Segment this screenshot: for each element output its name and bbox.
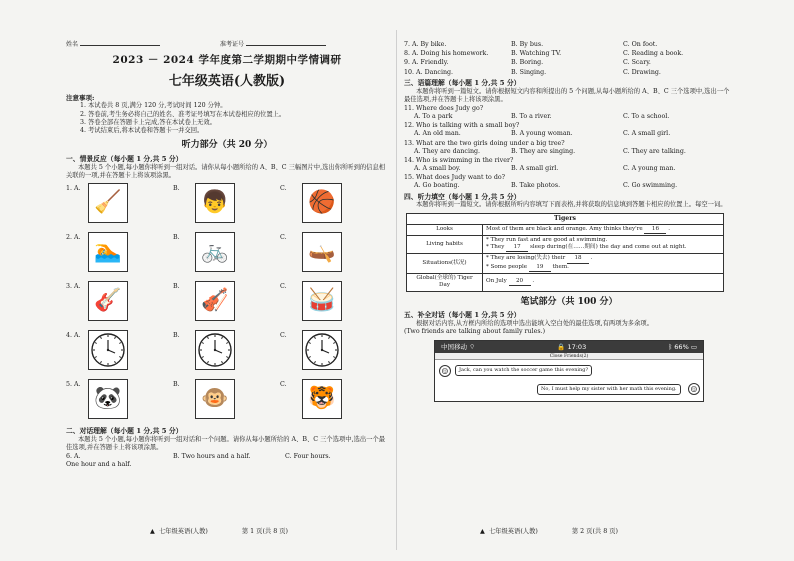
option-c: C. Drawing.: [623, 68, 661, 76]
option-label: B.: [173, 282, 180, 290]
phone-chat-screenshot: [434, 340, 704, 402]
option-b: B. Boring.: [511, 59, 544, 67]
option-label: 1. A.: [66, 184, 81, 192]
clock-label: 🔒 17:03: [557, 343, 587, 352]
option-label: C.: [280, 184, 287, 192]
picture-question-row: [66, 281, 388, 327]
illustration-icon: 👦: [195, 183, 235, 223]
battery-label: ᛒ 66% ▭: [668, 343, 697, 352]
picture-option: [173, 379, 280, 419]
option-a: A. Go boating.: [414, 182, 460, 190]
question-options: [404, 182, 734, 190]
illustration-icon: 🐵: [195, 379, 235, 419]
illustration-icon: 🐯: [302, 379, 342, 419]
table-row: [407, 273, 724, 291]
option-a: A. To a park: [414, 113, 453, 121]
section-5-title: 五、补全对话（每小题 1 分,共 5 分）: [404, 311, 521, 320]
question-6: [66, 453, 388, 469]
right-footer: [480, 528, 710, 536]
name-line: [80, 40, 160, 46]
option-c: C. Go swimming.: [623, 182, 678, 190]
picture-option: [66, 379, 173, 419]
footer-subject: 七年级英语(人教): [488, 528, 538, 535]
option-label: 4. A.: [66, 331, 81, 339]
option-a: A. A small boy.: [414, 165, 461, 173]
clock-icon: [302, 330, 342, 370]
notice-item: 1. 本试卷共 8 页,满分 120 分,考试时间 120 分钟。: [80, 102, 227, 110]
question-list: [404, 105, 734, 191]
picture-option: [66, 330, 173, 370]
option-label: C.: [280, 282, 287, 290]
clock-icon: [88, 330, 128, 370]
illustration-icon: 🎻: [195, 281, 235, 321]
option-label: C.: [280, 233, 287, 241]
section-5-desc: 根据对话内容,从方框内所给的选项中选出能填入空白处的最佳选项,有两项为多余项。: [416, 320, 653, 328]
section-3-title: 三、语篇理解（每小题 1 分,共 5 分）: [404, 78, 521, 87]
boy-avatar-icon: ☺: [439, 365, 451, 377]
row-value: * They are losing(失去) their 18 . * Some people 19 them.: [483, 254, 724, 274]
option-label: B.: [173, 331, 180, 339]
option-a: 10. A. Dancing.: [404, 68, 454, 76]
option-b: B. To a river.: [511, 113, 552, 121]
question-item: [404, 140, 734, 156]
option-b: B. Watching TV.: [511, 50, 562, 58]
question-stem: 15. What does Judy want to do?: [404, 174, 506, 182]
exam-no-line: [246, 40, 326, 46]
picture-option: [280, 232, 387, 272]
option-label: C.: [280, 331, 287, 339]
option-c: C. A young man.: [623, 165, 676, 173]
clock-icon: [195, 330, 235, 370]
option-b: B. A young woman.: [511, 130, 573, 138]
blank-17: 17: [506, 244, 528, 252]
right-page: [404, 40, 734, 545]
blank-20: 20: [509, 278, 531, 286]
question-9: [404, 59, 734, 67]
listening-title: 听力部分（共 20 分）: [181, 140, 273, 151]
row-value: * They run fast and are good at swimming. * They 17 sleep during(在……期间) the day and come out at night.: [483, 235, 724, 254]
writing-title: 笔试部分（共 100 分）: [520, 296, 618, 307]
battery-icon: ▭: [690, 343, 697, 352]
illustration-icon: 🧹: [88, 183, 128, 223]
question-item: [404, 174, 734, 190]
picture-option: [280, 330, 387, 370]
left-footer: [150, 528, 370, 536]
blank-18: 18: [567, 255, 589, 263]
picture-option: [280, 183, 387, 223]
option-a: 6. A. One hour and a half.: [66, 453, 132, 469]
question-item: [404, 105, 734, 121]
picture-question-list: [66, 183, 388, 425]
blank-16: 16: [644, 226, 666, 234]
row-value: On July 20 .: [483, 273, 724, 291]
option-b: B. Singing.: [511, 68, 547, 76]
row-key: Looks: [407, 224, 483, 235]
illustration-icon: 🏀: [302, 183, 342, 223]
picture-option: [173, 281, 280, 321]
exam-title: 2023 － 2024 学年度第二学期期中学情调研: [112, 54, 342, 66]
chat-title: Close Friends(2): [435, 353, 703, 360]
picture-option: [280, 281, 387, 321]
girl-avatar-icon: ☺: [688, 383, 700, 395]
bluetooth-icon: ᛒ: [668, 343, 673, 352]
notice-item: 2. 答卷前,考生务必将自己的姓名、准考证号填写在本试卷相应的位置上。: [80, 110, 286, 118]
illustration-icon: 🚲: [195, 232, 235, 272]
notice-item: 4. 考试结束后,将本试卷和答题卡一并交回。: [80, 126, 204, 134]
picture-question-row: [66, 379, 388, 425]
option-a: A. An old man.: [414, 130, 461, 138]
footer-page-number: 第 2 页(共 8 页): [571, 528, 618, 535]
option-a: A. They are dancing.: [414, 147, 481, 155]
triangle-icon: ▲: [150, 528, 155, 535]
option-label: C.: [280, 380, 287, 388]
question-options: [404, 148, 734, 156]
notice-list: [66, 102, 388, 135]
left-page: [66, 40, 388, 545]
question-8: [404, 50, 734, 58]
option-c: C. A small girl.: [623, 130, 671, 138]
table-row: [407, 224, 724, 235]
question-stem: 14. Who is swimming in the river?: [404, 156, 514, 164]
notice-item: 3. 答卷全部在答题卡上完成,答在本试卷上无效。: [80, 118, 216, 126]
blank-19: 19: [529, 264, 551, 272]
picture-option: [280, 379, 387, 419]
picture-option: [66, 183, 173, 223]
tigers-table: [406, 213, 724, 292]
subject-title: 七年级英语(人教版): [168, 74, 286, 89]
illustration-icon: 🎸: [88, 281, 128, 321]
row-key: Situations(状况): [407, 254, 483, 274]
option-c: C. They are talking.: [623, 147, 686, 155]
name-row: [66, 40, 388, 52]
question-item: [404, 157, 734, 173]
option-label: B.: [173, 233, 180, 241]
page-fold: [396, 30, 397, 550]
question-options: [404, 130, 734, 138]
picture-question-row: [66, 330, 388, 376]
option-label: 5. A.: [66, 380, 81, 388]
question-options: [404, 113, 734, 121]
table-header: Tigers: [407, 213, 724, 224]
question-stem: 13. What are the two girls doing under a big tree?: [404, 139, 565, 147]
exam-no-field: [220, 40, 326, 52]
option-label: B.: [173, 380, 180, 388]
lock-icon: 🔒: [557, 343, 566, 352]
option-a: 8. A. Doing his homework.: [404, 50, 489, 58]
illustration-icon: 🐼: [88, 379, 128, 419]
picture-option: [173, 330, 280, 370]
section-1-desc: 本题共 5 个小题,每小题你将听到一组对话。请你从每小题所给的 A、B、C 三幅图片中,选出你所听到的信息相关联的一项,并在答题卡上将该项涂黑。: [66, 163, 386, 179]
option-b: B. By bus.: [511, 41, 544, 48]
picture-question-row: [66, 183, 388, 229]
picture-question-row: [66, 232, 388, 278]
option-b: B. They are singing.: [511, 147, 576, 155]
option-c: C. On foot.: [623, 41, 658, 48]
exam-no-label: 准考证号: [219, 41, 244, 48]
option-c: C. To a school.: [623, 113, 670, 121]
section-4-title: 四、听力填空（每小题 1 分,共 5 分）: [404, 192, 521, 201]
table-row: [407, 254, 724, 274]
name-label: 姓名: [66, 41, 79, 48]
picture-option: [173, 232, 280, 272]
row-value: Most of them are black and orange. Amy thinks they're 16 .: [483, 224, 724, 235]
footer-subject: 七年级英语(人教): [158, 528, 208, 535]
picture-option: [66, 232, 173, 272]
question-stem: 11. Where does Judy go?: [404, 104, 484, 112]
section-2-desc: 本题共 5 个小题,每小题你将听到一组对话和一个问题。请你从每小题所给的 A、B、C 三个选项中,选出一个最佳选项,并在答题卡上将该项涂黑。: [66, 435, 386, 451]
question-10: [404, 69, 734, 77]
option-b: B. Two hours and a half.: [173, 453, 251, 461]
picture-option: [66, 281, 173, 321]
option-a: 7. A. By bike.: [404, 41, 447, 48]
option-b: B. A small girl.: [511, 165, 559, 173]
option-c: C. Four hours.: [285, 453, 331, 461]
option-label: 2. A.: [66, 233, 81, 241]
carrier-label: 中国移动 ⌔: [441, 343, 476, 352]
question-item: [404, 122, 734, 138]
question-options: [404, 165, 734, 173]
picture-option: [173, 183, 280, 223]
option-label: B.: [173, 184, 180, 192]
section-2-title: 二、对话理解（每小题 1 分,共 5 分）: [66, 426, 183, 435]
table-row: [407, 235, 724, 254]
illustration-icon: 🥁: [302, 281, 342, 321]
question-7: [404, 41, 734, 49]
section-1-title: 一、情景反应（每小题 1 分,共 5 分）: [66, 154, 183, 163]
option-b: B. Take photos.: [511, 182, 561, 190]
section-3-desc: 本题你将听到一篇短文。请你根据短文内容和所提出的 5 个问题,从每小题所给的 A、B、C 三个选项中,选出一个最佳选项,并在答题卡上将该项涂黑。: [404, 87, 730, 103]
question-stem: 12. Who is talking with a small boy?: [404, 122, 520, 130]
option-c: C. Scary.: [623, 59, 651, 67]
name-field: [66, 40, 160, 52]
triangle-icon: ▲: [480, 528, 485, 535]
notice-title: 注意事项:: [66, 94, 95, 102]
chat-bubble-left: Jack, can you watch the soccer game this evening?: [455, 365, 592, 376]
option-c: C. Reading a book.: [623, 50, 684, 58]
illustration-icon: 🏊: [88, 232, 128, 272]
option-a: 9. A. Friendly.: [404, 59, 449, 67]
section-5-context: (Two friends are talking about family rules.): [404, 328, 546, 336]
row-key: Living habits: [407, 235, 483, 254]
phone-status-bar: [435, 341, 703, 353]
footer-page-number: 第 1 页(共 8 页): [241, 528, 288, 535]
chat-bubble-right: No, I must help my sister with her math this evening.: [537, 384, 681, 395]
row-key: Global(全球的) Tiger Day: [407, 273, 483, 291]
illustration-icon: 🛶: [302, 232, 342, 272]
section-4-desc: 本题你将听到一篇短文。请你根据所听内容填写下面表格,并将获取的信息填到答题卡相应的位置上。每空一词。: [416, 201, 727, 209]
option-label: 3. A.: [66, 282, 81, 290]
